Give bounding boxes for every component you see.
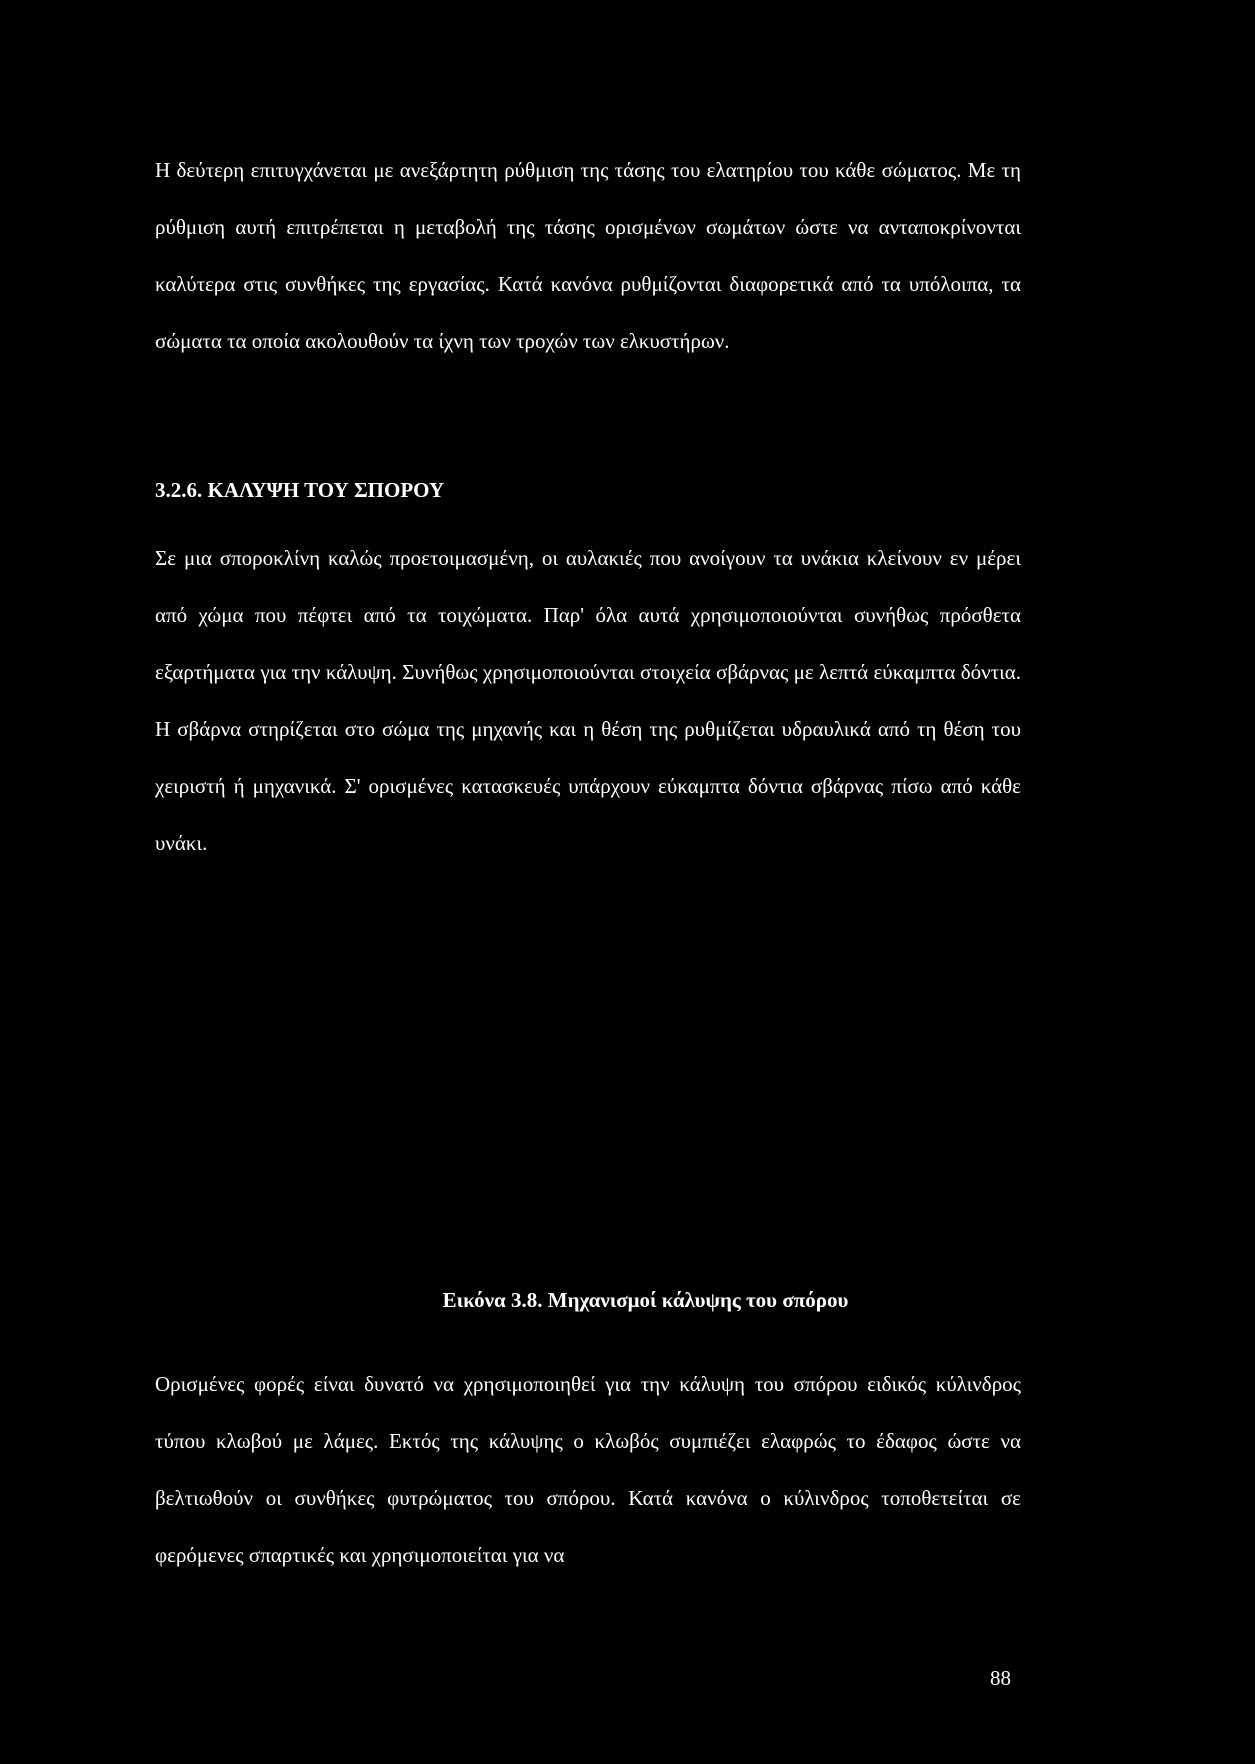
body-paragraph-1 [155,142,1021,370]
page-number: 88 [990,1666,1011,1690]
figure-image-area [155,920,1021,1280]
paragraph-text: Ορισμένες φορές είναι δυνατό να χρησιμοποιηθεί για την κάλυψη του σπόρου ειδικός κύλινδρος τύπου κλωβού με λάμες. Εκτός της κάλυψης ο κλωβός συμπιέζει ελαφρώς το έδαφος ώστε να βελτιωθούν οι συνθήκες φυτρώματος του σπόρου. Κατά κανόνα ο κύλινδρος τοποθετείται σε φερόμενες σπαρτικές και χρησιμοποιείται για να [155,1372,1021,1567]
paragraph-text: Σε μια σποροκλίνη καλώς προετοιμασμένη, οι αυλακιές που ανοίγουν τα υνάκια κλείνουν εν μέρει από χώμα που πέφτει από τα τοιχώματα. Παρ' όλα αυτά χρησιμοποιούνται συνήθως πρόσθετα εξαρτήματα για την κάλυψη. Συνήθως χρησιμοποιούνται στοιχεία σβάρνας με λεπτά εύκαμπτα δόντια. Η σβάρνα στηρίζεται στο σώμα της μηχανής και η θέση της ρυθμίζεται υδραυλικά από τη θέση του χειριστή ή μηχανικά. Σ' ορισμένες κατασκευές υπάρχουν εύκαμπτα δόντια σβάρνας πίσω από κάθε υνάκι. [155,546,1021,855]
paragraph-text: Η δεύτερη επιτυγχάνεται με ανεξάρτητη ρύθμιση της τάσης του ελατηρίου του κάθε σώματος. Με τη ρύθμιση αυτή επιτρέπεται η μεταβολή της τάσης ορισμένων σωμάτων ώστε να ανταποκρίνονται καλύτερα στις συνθήκες της εργασίας. Κατά κανόνα ρυθμίζονται διαφορετικά από τα υπόλοιπα, τα σώματα τα οποία ακολουθούν τα ίχνη των τροχών των ελκυστήρων. [155,158,1021,353]
body-paragraph-3 [155,1356,1021,1584]
section-heading: 3.2.6. ΚΑΛΥΨΗ ΤΟΥ ΣΠΟΡΟΥ [155,478,445,502]
figure-caption: Εικόνα 3.8. Μηχανισμοί κάλυψης του σπόρου [442,1288,849,1312]
body-paragraph-2 [155,530,1021,872]
